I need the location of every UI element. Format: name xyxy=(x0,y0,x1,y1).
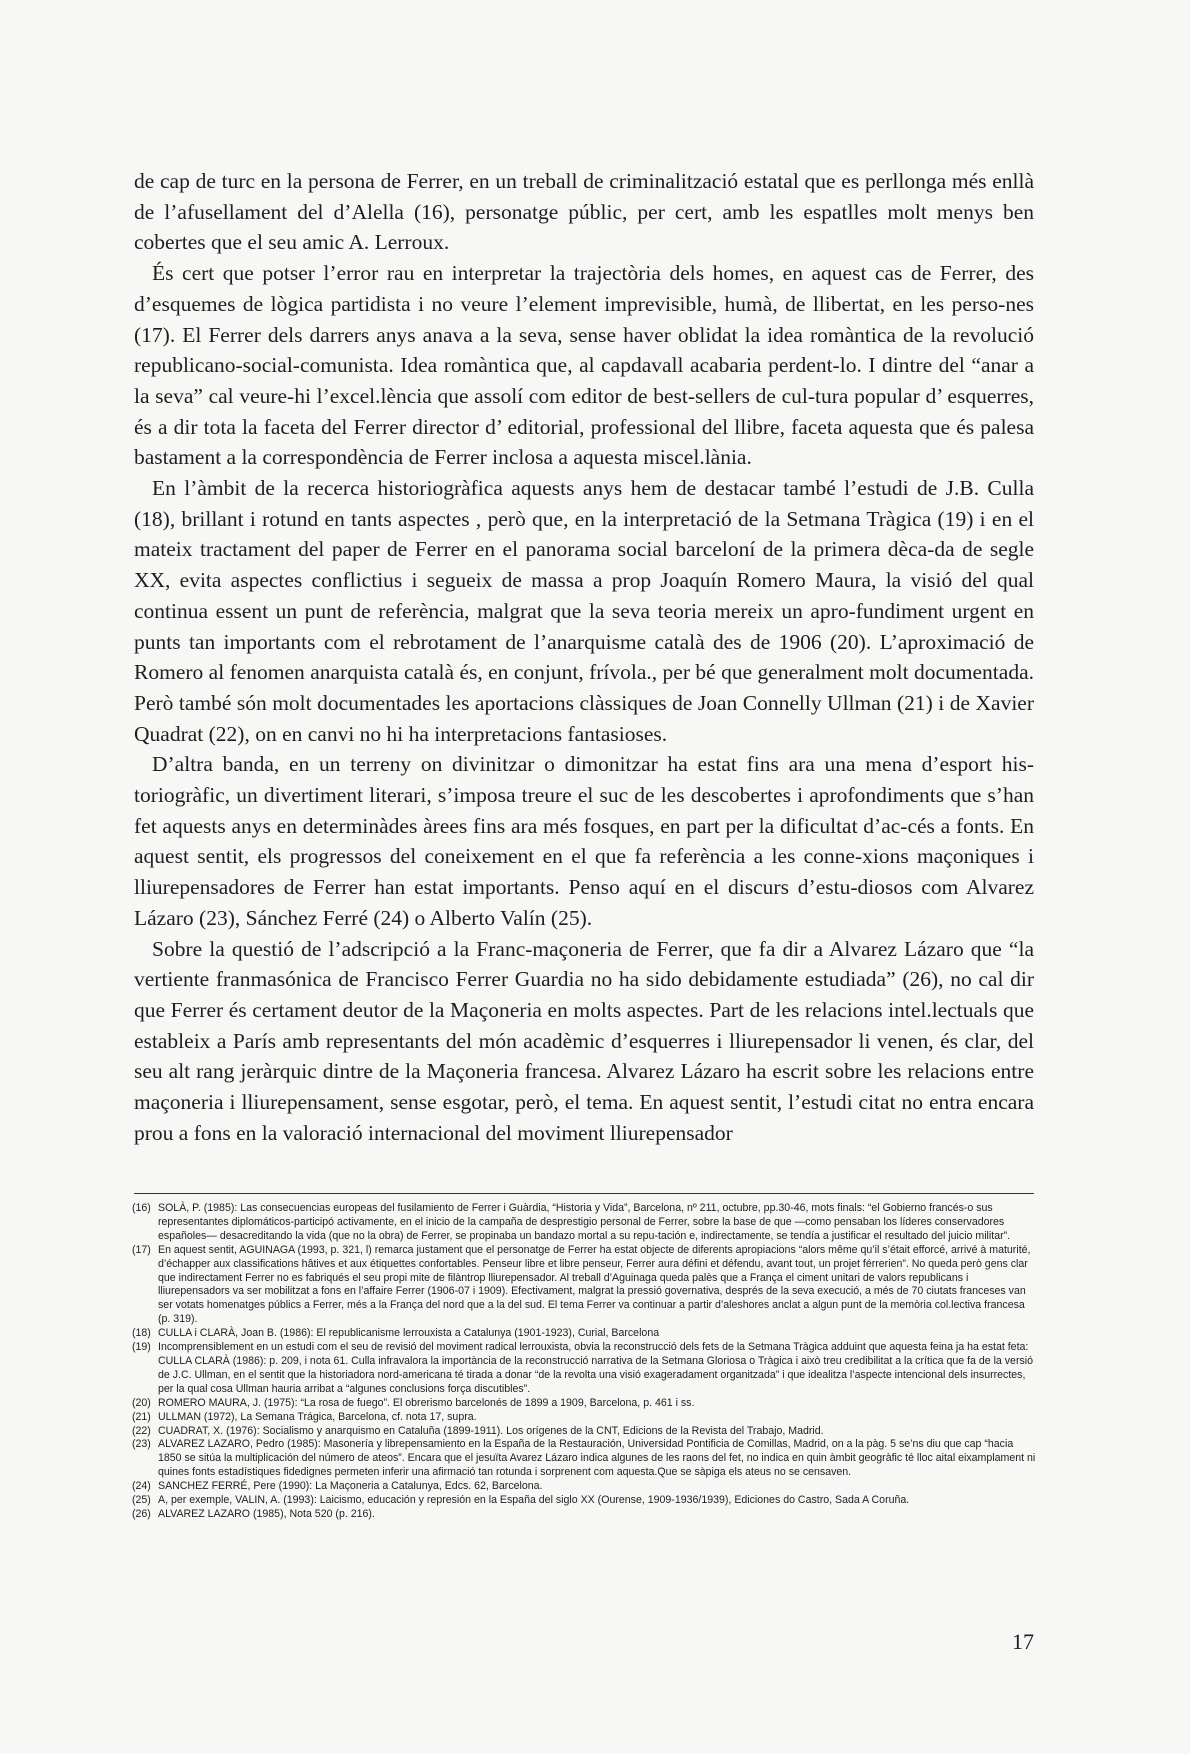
footnote-text: ALVAREZ LAZARO, Pedro (1985): Masonería y librepensamiento en la España de la Restauración, Universidad Pontificia de Comillas, Madrid, on a la pàg. 5 se’ns diu que cap “hacia 1850 se sitúa la multiplicación del número de ateos”. Encara que el jesuïta Avarez Lázaro indica algunes de les raons del fet, no indica en quin àmbit geogràfic té lloc aital eixamplament ni quines fonts estadístiques fidedignes permeten inferir una afirmació tan rotunda i sorprenent com aquesta.Que se sàpiga els ateus no se censaven. xyxy=(158,1438,1036,1479)
footnote-number: (21) xyxy=(132,1410,151,1423)
paragraph-3: En l’àmbit de la recerca historiogràfica aquests anys hem de destacar també l’estudi de J.B. Culla (18), brillant i rotund en tants aspectes , però que, en la interpretació de la Setmana Tràgica (19) i en el mateix tractament del paper de Ferrer en el panorama social barceloní de la primera dèca-da de segle XX, evita aspectes conflictius i segueix de massa a prop Joaquín Romero Maura, la visió del qual continua essent un punt de referència, malgrat que la seva teoria mereix un apro-fundiment urgent en punts tan importants com el rebrotament de l’anarquisme català des de 1906 (20). L’aproximació de Romero al fenomen anarquista català és, en conjunt, frívola., per bé que generalment molt documentada. Però també són molt documentades les aportacions clàssiques de Joan Connelly Ullman (21) i de Xavier Quadrat (22), on en canvi no hi ha interpretacions fantasioses. xyxy=(134,476,1034,746)
page-number: 17 xyxy=(1012,1629,1034,1654)
footnote-number: (23) xyxy=(132,1438,151,1451)
footnote-text: A, per exemple, VALIN, A. (1993): Laicismo, educación y represión en la España del siglo XX (Ourense, 1909-1936/1939), Ediciones do Castro, Sada A Coruña. xyxy=(158,1494,910,1507)
footnote-number: (26) xyxy=(132,1507,151,1520)
footnote-25 xyxy=(132,1494,1038,1508)
footnote-number: (24) xyxy=(132,1480,151,1493)
footnote-26 xyxy=(132,1508,1038,1522)
paragraph-1: de cap de turc en la persona de Ferrer, en un treball de criminalització estatal que es perllonga més enllà de l’afusellament del d’Alella (16), personatge públic, per cert, amb les espatlles molt menys ben cobertes que el seu amic A. Lerroux. xyxy=(134,169,1034,255)
paragraph-5: Sobre la questió de l’adscripció a la Franc-maçoneria de Ferrer, que fa dir a Alvarez Lázaro que “la vertiente franmasónica de Francisco Ferrer Guardia no ha sido debidamente estudiada” (26), no cal dir que Ferrer és certament deutor de la Maçoneria en molts aspectes. Part de les relacions intel.lectuals que estableix a París amb representants del món acadèmic d’esquerres i lliurepensador li venen, és clar, del seu alt rang jeràrquic dintre de la Maçoneria francesa. Alvarez Lázaro ha escrit sobre les relacions entre maçoneria i lliurepensament, sense esgotar, però, el tema. En aquest sentit, l’estudi citat no entra encara prou a fons en la valoració internacional del moviment lliurepensador xyxy=(134,936,1034,1145)
footnote-number: (22) xyxy=(132,1424,151,1437)
footnote-text: SOLÀ, P. (1985): Las consecuencias europeas del fusilamiento de Ferrer i Guàrdia, “Historia y Vida”, Barcelona, nº 211, octubre, pp.30-46, mots finals: “el Gobierno francés-o sus representantes diplomáticos-participó activamente, en el inicio de la campaña de desprestigio personal de Ferrer, sobre la base de que —como pensaban los líderes conservadores españoles— desacreditando la vida (que no la obra) de Ferrer, se propinaba un bandazo mortal a su repu-tación e, indirectamente, se tendía a justificar el resultado del juicio militar”. xyxy=(158,1202,1011,1242)
footnote-text: ULLMAN (1972), La Semana Trágica, Barcelona, cf. nota 17, supra. xyxy=(158,1410,477,1423)
footnote-number: (17) xyxy=(132,1243,151,1256)
footnote-16 xyxy=(132,1202,1038,1244)
footnote-text: Incomprensiblement en un estudi com el seu de revisió del moviment radical lerrouxista, obvia la reconstrucció dels fets de la Setmana Tràgica adduint que aquesta feina ja ha estat feta: CULLA CLARÀ (1986): p. 209, i nota 61. Culla infravalora la importància de la reconstrucció narrativa de la Setmana Gloriosa o Tràgica i això treu credibilitat a la crítica que fa de la versió de J.C. Ullman, en el sentit que la historiadora nord-americana té tirada a donar “de la revolta una visió exageradament organitzada” i que idealitza l’aspecte intencional dels insurrectes, per la qual cosa Ullman hauria arribat a “algunes conclusions força discutibles”. xyxy=(158,1341,1034,1395)
footnote-23 xyxy=(132,1438,1038,1480)
footnote-22 xyxy=(132,1425,1038,1439)
footnote-text: CUADRAT, X. (1976): Socialismo y anarquismo en Cataluña (1899-1911). Los orígenes de la CNT, Edicions de la Revista del Trabajo, Madrid. xyxy=(158,1424,824,1437)
footnote-19 xyxy=(132,1341,1038,1397)
footnote-divider xyxy=(134,1193,1034,1194)
footnote-text: CULLA i CLARÀ, Joan B. (1986): El republicanisme lerrouxista a Catalunya (1901-1923), Curial, Barcelona xyxy=(158,1327,660,1340)
footnote-24 xyxy=(132,1480,1038,1494)
footnote-21 xyxy=(132,1411,1038,1425)
footnote-number: (19) xyxy=(132,1341,151,1354)
footnote-text: ROMERO MAURA, J. (1975): “La rosa de fuego”. El obrerismo barcelonés de 1899 a 1909, Barcelona, p. 461 i ss. xyxy=(158,1396,695,1409)
footnote-text: ALVAREZ LAZARO (1985), Nota 520 (p. 216). xyxy=(158,1507,375,1520)
footnote-text: SANCHEZ FERRÉ, Pere (1990): La Maçoneria a Catalunya, Edcs. 62, Barcelona. xyxy=(158,1480,543,1493)
footnote-17 xyxy=(132,1244,1038,1327)
paragraph-4: D’altra banda, en un terreny on divinitzar o dimonitzar ha estat fins ara una mena d’esport his-toriogràfic, un divertiment literari, s’imposa treure el suc de les descobertes i aprofondiments que s’han fet aquests anys en determinàdes àrees fins ara més fosques, en part per la dificultat d’ac-cés a fonts. En aquest sentit, els progressos del coneixement en el que fa referència a les conne-xions maçoniques i lliurepensadores de Ferrer han estat importants. Penso aquí en el discurs d’estu-diosos com Alvarez Lázaro (23), Sánchez Ferré (24) o Alberto Valín (25). xyxy=(134,752,1034,930)
footnote-number: (20) xyxy=(132,1396,151,1409)
body-text xyxy=(134,166,1034,1149)
footnote-number: (25) xyxy=(132,1494,151,1507)
footnote-20 xyxy=(132,1397,1038,1411)
footnote-text: En aquest sentit, AGUINAGA (1993, p. 321, l) remarca justament que el personatge de Ferrer ha estat objecte de diferents apropiacions “alors même qu’il s’était efforcé, arrivé à maturité, d’échapper aux classifications hâtives et aux étiquettes confortables. Penseur libre et libre penseur, Ferrer aura défini et défendu, avant tout, un projet férrerien”. No queda però gens clar que indirectament Ferrer no es fabriqués el seu propi mite de filàntrop lliurepensador. Al treball d’Aguinaga queda palès que a França el ciment unitari de valors republicans i lliurepensadors va ser mobilitzat a fons en l’affaire Ferrer (1906-07 i 1909). Efectivament, malgrat la pressió governativa, després de la seva execució, a més de 70 ciutats franceses van ser votats homenatges públics a Ferrer, més a la França del nord que a la del sud. El tema Ferrer va continuar a partir d’aleshores anclat a algun punt de la memòria col.lectiva francesa (p. 319). xyxy=(158,1243,1031,1326)
footnotes xyxy=(132,1202,1038,1522)
footnote-number: (18) xyxy=(132,1327,151,1340)
paragraph-2: És cert que potser l’error rau en interpretar la trajectòria dels homes, en aquest cas de Ferrer, des d’esquemes de lògica partidista i no veure l’element imprevisible, humà, de llibertat, en les perso-nes (17). El Ferrer dels darrers anys anava a la seva, sense haver oblidat la idea romàntica de la revolució republicano-social-comunista. Idea romàntica que, al capdavall acabaria perdent-lo. I dintre del “anar a la seva” cal veure-hi l’excel.lència que assolí com editor de best-sellers de cul-tura popular d’ esquerres, és a dir tota la faceta del Ferrer director d’ editorial, professional del llibre, faceta aquesta que és palesa bastament a la correspondència de Ferrer inclosa a aquesta miscel.lània. xyxy=(134,261,1034,470)
footnote-number: (16) xyxy=(132,1202,151,1214)
footnote-18 xyxy=(132,1327,1038,1341)
